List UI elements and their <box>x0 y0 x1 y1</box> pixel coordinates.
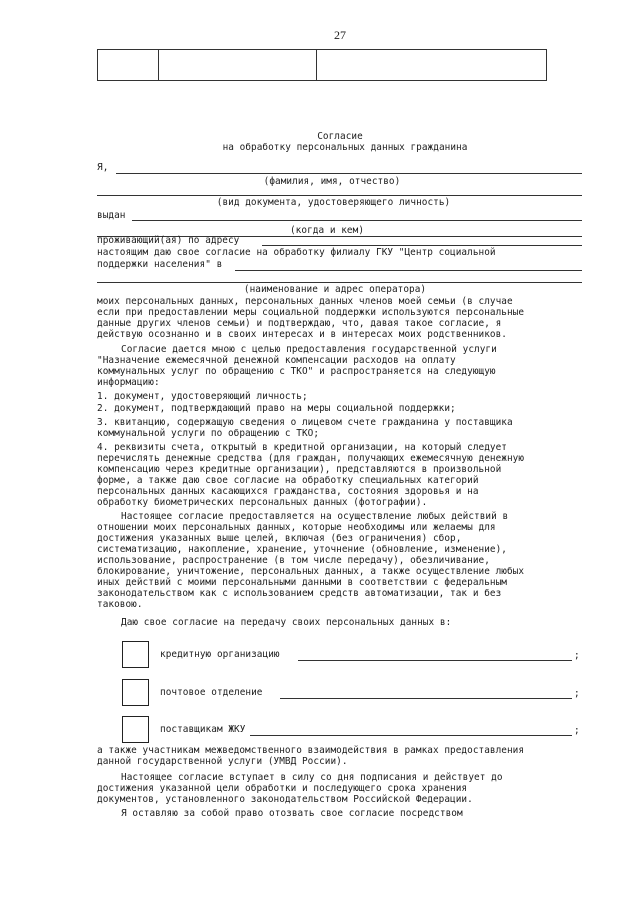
option-end: ; <box>574 650 580 661</box>
operator-caption: (наименование и адрес оператора) <box>243 284 427 295</box>
p3-line: иных действий с моими персональными данными в соответствии с федеральным <box>97 577 507 588</box>
p6-line: документов, установленного законодательством Российской Федерации. <box>97 794 473 805</box>
option-line <box>250 735 572 736</box>
page-number: 27 <box>333 28 347 42</box>
p5-line: данной государственной услуги (УМВД России). <box>97 756 348 767</box>
list-item: 3. квитанцию, содержащую сведения о лицевом счете гражданина у поставщика <box>97 417 513 428</box>
p1-line: данные других членов семьи) и подтверждаю, что, давая такое согласие, я <box>97 318 502 329</box>
p2-line: информацию: <box>97 377 160 388</box>
p2-line: Согласие дается мною с целью предоставления государственной услуги <box>121 344 497 355</box>
p3-line: таковою. <box>97 599 143 610</box>
p5-line: а также участникам межведомственного взаимодействия в рамках предоставления <box>97 745 525 756</box>
top-table <box>97 49 547 81</box>
document-subtitle: на обработку персональных данных гражданина <box>222 142 468 153</box>
p3-line: законодательством как с использованием средств автоматизации, так и без <box>97 588 502 599</box>
list-item: коммунальной услуги по обращению с ТКО; <box>97 428 320 439</box>
fio-caption: (фамилия, имя, отчество) <box>263 176 401 187</box>
address-label: проживающий(ая) по адресу <box>97 235 240 246</box>
list-item: обработку биометрических персональных данных (фотографии). <box>97 497 428 508</box>
consent-line-1: настоящим даю свое согласие на обработку филиалу ГКУ "Центр социальной <box>97 247 496 258</box>
doc-caption: (вид документа, удостоверяющего личность) <box>216 197 451 208</box>
p3-line: отношении моих персональных данных, которые необходимы или желаемы для <box>97 522 496 533</box>
p3-line: Настоящее согласие предоставляется на осуществление любых действий в <box>121 511 509 522</box>
checkbox-housing-supplier[interactable] <box>122 716 149 743</box>
list-item: 4. реквизиты счета, открытый в кредитной организации, на который следует <box>97 442 507 453</box>
list-item: 2. документ, подтверждающий право на меры социальной поддержки; <box>97 403 456 414</box>
p1-line: моих персональных данных, персональных данных членов моей семьи (в случае <box>97 296 513 307</box>
operator-line-2 <box>97 282 582 283</box>
list-item: форме, а также даю свое согласие на обработку специальных категорий <box>97 475 479 486</box>
list-item: перечислять денежные средства (для граждан, получающих ежемесячную денежную <box>97 453 525 464</box>
p3-line: достижения указанных выше целей, включая (без ограничения) сбор, <box>97 533 462 544</box>
option-end: ; <box>574 688 580 699</box>
option-label: почтовое отделение <box>160 687 263 698</box>
p6-line: Настоящее согласие вступает в силу со дня подписания и действует до <box>121 772 503 783</box>
fio-line-2 <box>97 195 582 196</box>
list-item: компенсацию через кредитные организации), представляются в произвольной <box>97 464 502 475</box>
p3-line: использование, распространение (в том числе передачу), обезличивание, <box>97 555 490 566</box>
vydan-line <box>132 220 582 221</box>
consent-line-2: поддержки населения" в <box>97 259 223 270</box>
vydan-label: выдан <box>97 210 126 221</box>
option-end: ; <box>574 725 580 736</box>
checkbox-credit-org[interactable] <box>122 641 149 668</box>
p7-line: Я оставляю за собой право отозвать свое согласие посредством <box>121 808 463 819</box>
list-item: 1. документ, удостоверяющий личность; <box>97 391 308 402</box>
table-divider <box>158 50 159 80</box>
document-title: Согласие <box>317 131 363 142</box>
list-item: персональных данных касающихся гражданства, состояния здоровья и на <box>97 486 479 497</box>
p6-line: достижения указанной цели обработки и последующего срока хранения <box>97 783 468 794</box>
operator-line <box>235 270 582 271</box>
fio-line <box>116 173 582 174</box>
option-label: кредитную организацию <box>160 649 280 660</box>
p4-line: Даю свое согласие на передачу своих персональных данных в: <box>121 617 452 628</box>
p1-line: если при предоставлении меры социальной поддержки используются персональные <box>97 307 525 318</box>
option-label: поставщикам ЖКУ <box>160 724 246 735</box>
p2-line: "Назначение ежемесячной денежной компенсации расходов на оплату <box>97 355 456 366</box>
kogda-caption: (когда и кем) <box>289 225 365 236</box>
ya-label: Я, <box>97 162 109 173</box>
checkbox-post-office[interactable] <box>122 679 149 706</box>
p1-line: действую осознанно и в своих интересах и в интересах моих родственников. <box>97 329 507 340</box>
address-line <box>262 245 582 246</box>
option-line <box>298 660 572 661</box>
option-line <box>280 698 572 699</box>
p3-line: блокирование, уничтожение, персональных данных, а также осуществление любых <box>97 566 525 577</box>
table-divider <box>316 50 317 80</box>
p2-line: коммунальных услуг по обращению с ТКО" и распространяется на следующую <box>97 366 496 377</box>
p3-line: систематизацию, накопление, хранение, уточнение (обновление, изменение), <box>97 544 507 555</box>
